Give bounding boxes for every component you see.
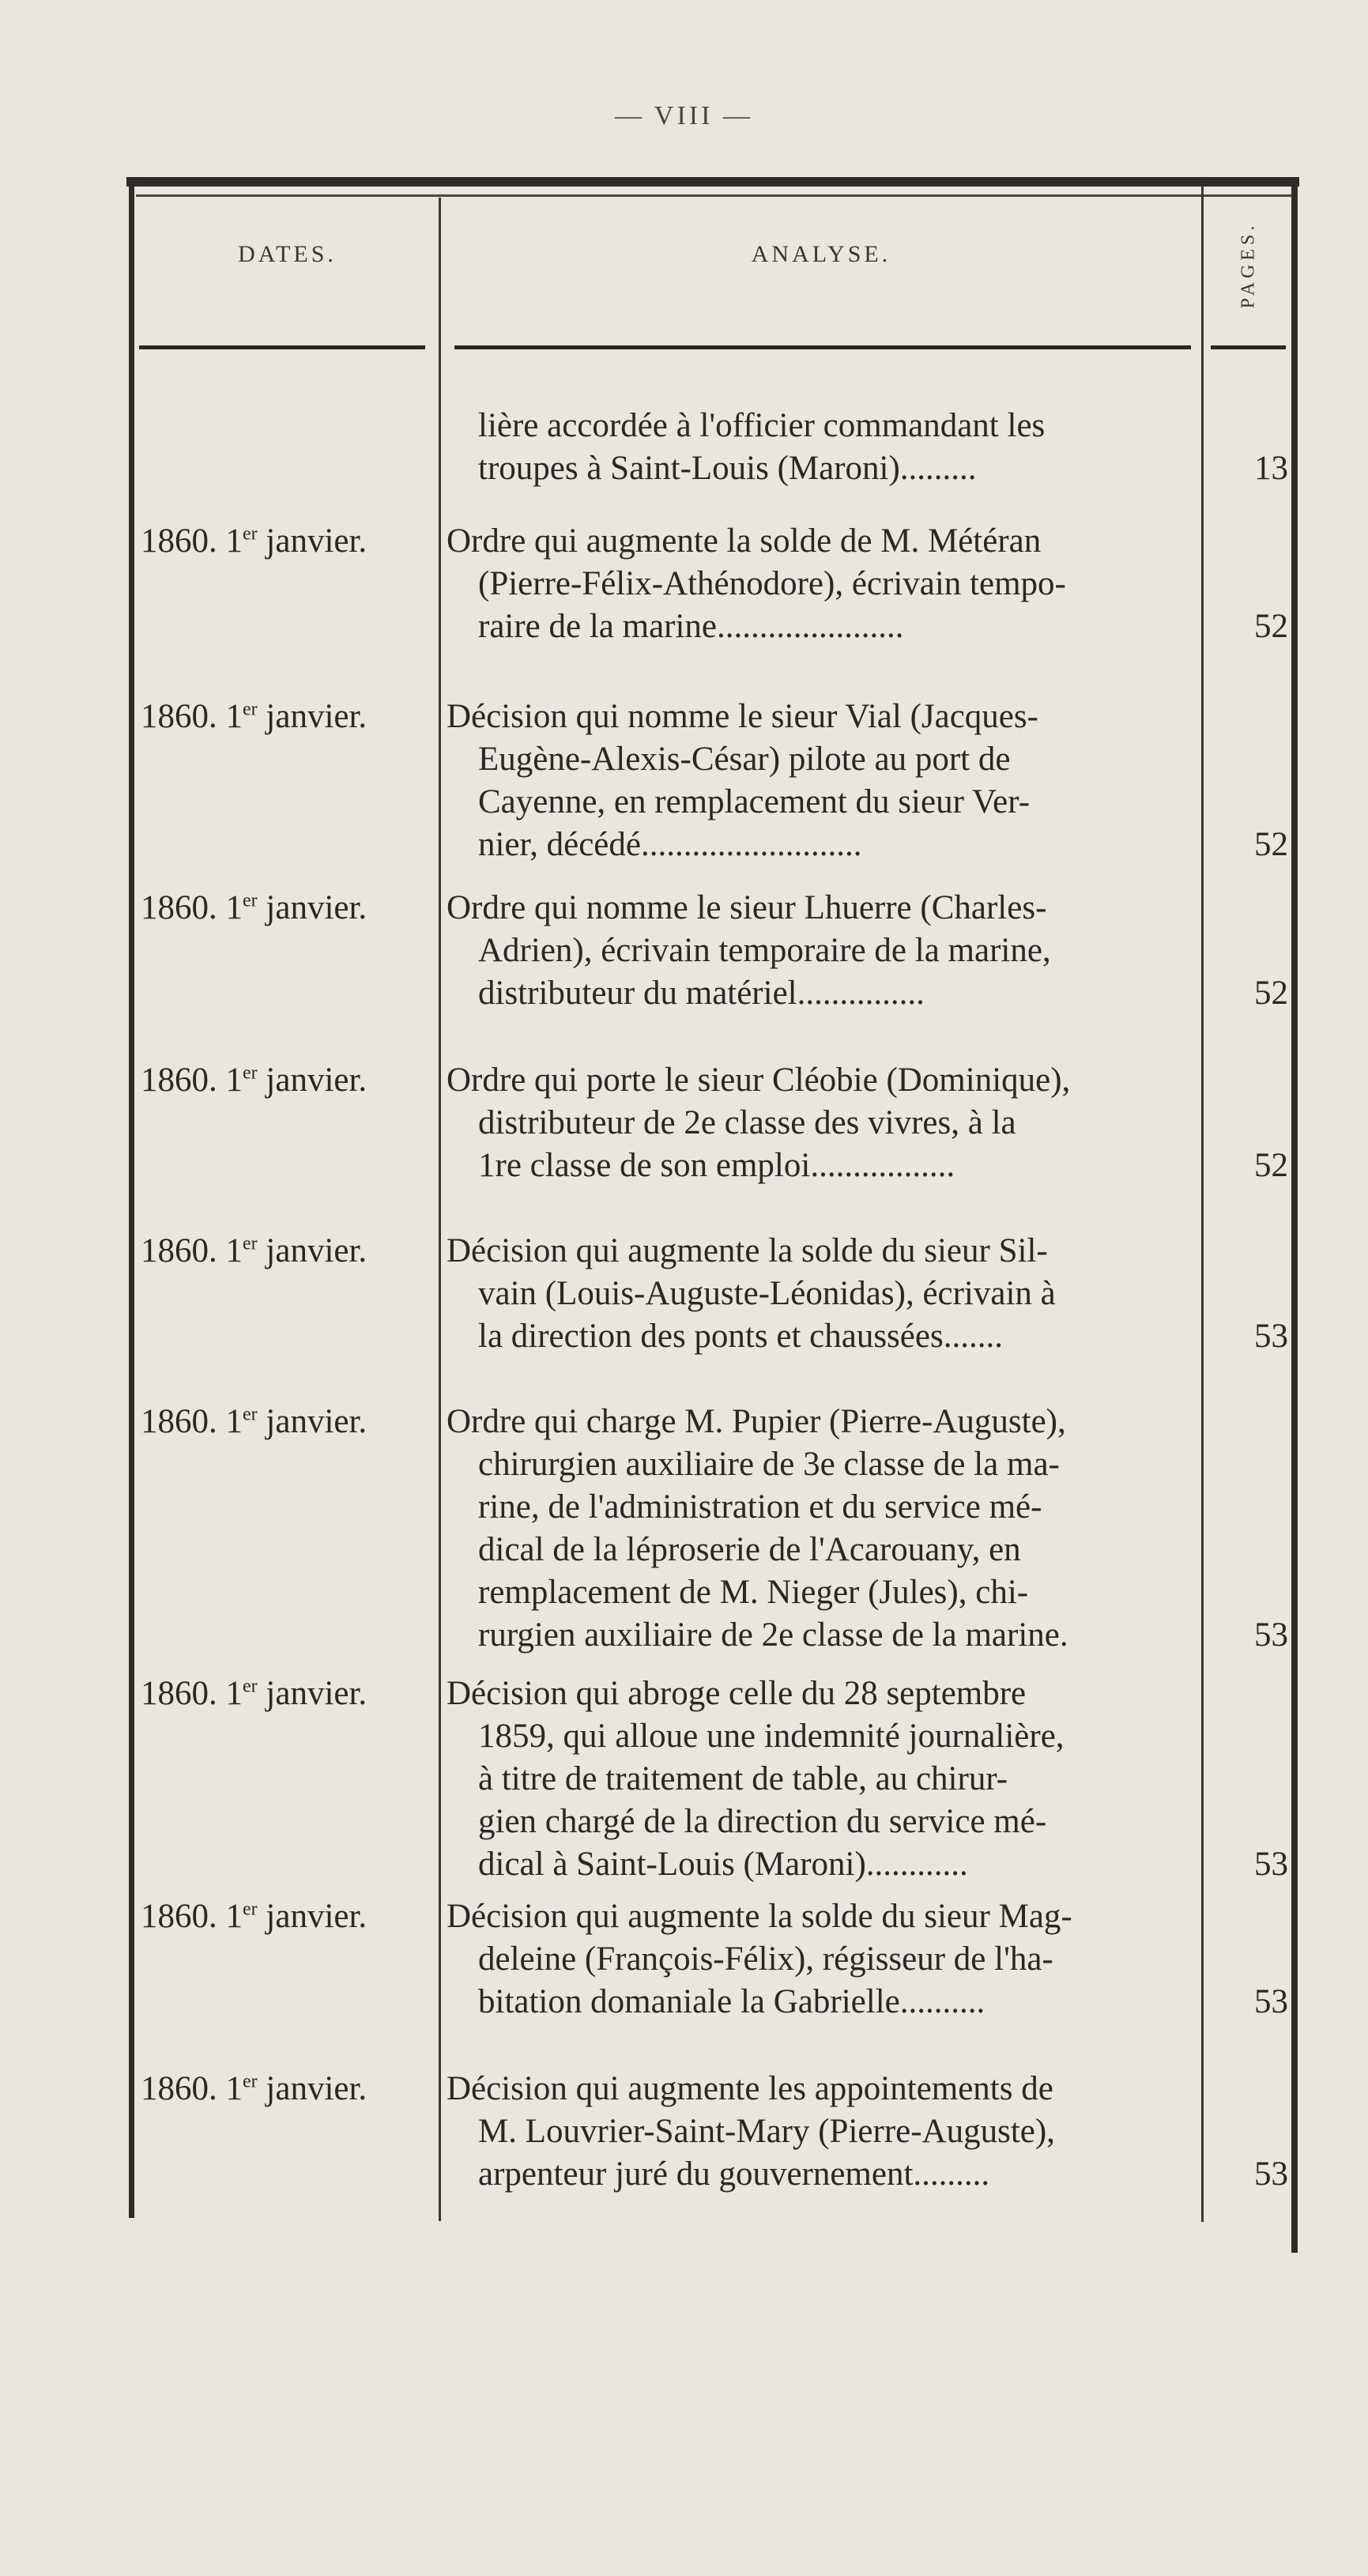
date-cell bbox=[141, 1230, 435, 1273]
analysis-line: Ordre qui porte le sieur Cléobie (Dominique), bbox=[447, 1062, 1071, 1099]
analysis-line: deleine (François-Félix), régisseur de l'ha- bbox=[478, 1940, 1053, 1978]
page-ref: 53 bbox=[1254, 1616, 1288, 1654]
date-day: 1 bbox=[225, 522, 243, 560]
analysis-cell bbox=[447, 1401, 1193, 1657]
date-cell bbox=[141, 1059, 435, 1102]
analysis-cell bbox=[447, 520, 1193, 648]
date-cell bbox=[141, 520, 435, 563]
date-day: 1 bbox=[225, 1232, 243, 1269]
analysis-line: à titre de traitement de table, au chirur- bbox=[478, 1760, 1008, 1797]
header-dates: DATES. bbox=[238, 241, 337, 267]
date-month: janvier. bbox=[266, 1898, 367, 1935]
date-month: janvier. bbox=[266, 1403, 367, 1440]
date-sup: er bbox=[243, 699, 258, 720]
table-right-border bbox=[1291, 187, 1298, 2253]
date-sup: er bbox=[243, 2071, 258, 2092]
analysis-line: Ordre qui augmente la solde de M. Météran bbox=[447, 522, 1042, 560]
table-top-rule-thin bbox=[136, 194, 1298, 197]
analysis-line: rine, de l'administration et du service mé- bbox=[478, 1488, 1042, 1526]
analysis-line: troupes à Saint-Louis (Maroni)......... bbox=[478, 450, 977, 487]
page-ref: 52 bbox=[1254, 608, 1288, 645]
analysis-line: 1re classe de son emploi................. bbox=[478, 1147, 955, 1184]
date-sup: er bbox=[243, 1899, 258, 1920]
analysis-line: Décision qui augmente la solde du sieur Sil- bbox=[447, 1232, 1048, 1269]
date-month: janvier. bbox=[266, 698, 367, 735]
date-year: 1860. bbox=[141, 1403, 217, 1440]
date-year: 1860. bbox=[141, 1232, 217, 1269]
analysis-line: 1859, qui alloue une indemnité journalière, bbox=[478, 1718, 1065, 1755]
date-sup: er bbox=[243, 1404, 258, 1425]
date-sup: er bbox=[243, 1233, 258, 1254]
analysis-line: lière accordée à l'officier commandant les bbox=[478, 407, 1046, 444]
table-top-rule bbox=[126, 177, 1299, 187]
analysis-line: raire de la marine...................... bbox=[478, 608, 904, 645]
analysis-line: Ordre qui nomme le sieur Lhuerre (Charles- bbox=[447, 889, 1047, 926]
date-year: 1860. bbox=[141, 698, 217, 735]
analysis-line: rurgien auxiliaire de 2e classe de la marine. bbox=[478, 1616, 1068, 1654]
date-cell bbox=[141, 1401, 435, 1443]
page-ref: 53 bbox=[1254, 1846, 1288, 1883]
analysis-line: M. Louvrier-Saint-Mary (Pierre-Auguste), bbox=[478, 2113, 1055, 2150]
page-ref: 13 bbox=[1254, 450, 1288, 487]
page-ref: 52 bbox=[1254, 975, 1288, 1012]
date-cell bbox=[141, 1895, 435, 1938]
date-sup: er bbox=[243, 1062, 258, 1084]
date-month: janvier. bbox=[266, 522, 367, 560]
date-year: 1860. bbox=[141, 889, 217, 926]
date-day: 1 bbox=[225, 1062, 243, 1099]
date-day: 1 bbox=[225, 698, 243, 735]
analysis-line: vain (Louis-Auguste-Léonidas), écrivain à bbox=[478, 1275, 1056, 1312]
analysis-cell bbox=[447, 2068, 1193, 2196]
date-cell bbox=[141, 2068, 435, 2110]
page-ref: 53 bbox=[1254, 1318, 1288, 1355]
date-year: 1860. bbox=[141, 1675, 217, 1712]
analysis-line: remplacement de M. Nieger (Jules), chi- bbox=[478, 1574, 1029, 1611]
analysis-line: distributeur du matériel............... bbox=[478, 975, 925, 1012]
date-month: janvier. bbox=[266, 1675, 367, 1712]
analysis-line: distributeur de 2e classe des vivres, à la bbox=[478, 1104, 1016, 1141]
date-month: janvier. bbox=[266, 1062, 367, 1099]
header-underline-pages bbox=[1211, 345, 1286, 349]
analysis-line: nier, décédé.......................... bbox=[478, 826, 862, 863]
analysis-line: Décision qui nomme le sieur Vial (Jacques- bbox=[447, 698, 1038, 735]
page-ref: 53 bbox=[1254, 1983, 1288, 2020]
date-sup: er bbox=[243, 523, 258, 545]
date-month: janvier. bbox=[266, 2070, 367, 2107]
analysis-line: gien chargé de la direction du service mé- bbox=[478, 1803, 1047, 1840]
date-cell bbox=[141, 696, 435, 738]
header-analysis: ANALYSE. bbox=[751, 241, 891, 267]
analysis-line: Décision qui abroge celle du 28 septembre bbox=[447, 1675, 1027, 1712]
analysis-line: Eugène-Alexis-César) pilote au port de bbox=[478, 741, 1011, 778]
analysis-line: bitation domaniale la Gabrielle.......... bbox=[478, 1983, 985, 2020]
analysis-line: Décision qui augmente les appointements de bbox=[447, 2070, 1053, 2107]
analysis-line: Décision qui augmente la solde du sieur Mag- bbox=[447, 1898, 1072, 1935]
date-day: 1 bbox=[225, 1675, 243, 1712]
analysis-cell bbox=[447, 696, 1193, 866]
analysis-line: Adrien), écrivain temporaire de la marine, bbox=[478, 932, 1051, 969]
analysis-cell bbox=[447, 405, 1193, 490]
date-month: janvier. bbox=[266, 889, 367, 926]
date-year: 1860. bbox=[141, 2070, 217, 2107]
header-pages-label: PAGES. bbox=[1238, 221, 1259, 308]
date-cell bbox=[141, 1673, 435, 1715]
date-day: 1 bbox=[225, 1403, 243, 1440]
analysis-cell bbox=[447, 1895, 1193, 2023]
header-pages bbox=[1205, 194, 1292, 336]
page-ref: 53 bbox=[1254, 2155, 1288, 2193]
date-year: 1860. bbox=[141, 522, 217, 560]
column-separator-dates bbox=[439, 198, 441, 2221]
page-ref: 52 bbox=[1254, 1147, 1288, 1184]
analysis-line: dical à Saint-Louis (Maroni)............ bbox=[478, 1846, 968, 1883]
date-month: janvier. bbox=[266, 1232, 367, 1269]
date-sup: er bbox=[243, 1676, 258, 1697]
date-day: 1 bbox=[225, 1898, 243, 1935]
analysis-cell bbox=[447, 1673, 1193, 1886]
analysis-line: dical de la léproserie de l'Acarouany, en bbox=[478, 1531, 1021, 1568]
analysis-cell bbox=[447, 1059, 1193, 1187]
analysis-line: (Pierre-Félix-Athénodore), écrivain tempo- bbox=[478, 565, 1066, 602]
page-number: — VIII — bbox=[615, 101, 753, 130]
date-day: 1 bbox=[225, 889, 243, 926]
analysis-line: chirurgien auxiliaire de 3e classe de la ma- bbox=[478, 1446, 1060, 1483]
page-ref: 52 bbox=[1254, 826, 1288, 863]
analysis-cell bbox=[447, 1230, 1193, 1358]
date-year: 1860. bbox=[141, 1062, 217, 1099]
date-sup: er bbox=[243, 890, 258, 911]
analysis-line: Cayenne, en remplacement du sieur Ver- bbox=[478, 783, 1031, 820]
analysis-line: Ordre qui charge M. Pupier (Pierre-Auguste), bbox=[447, 1403, 1066, 1440]
analysis-line: arpenteur juré du gouvernement......... bbox=[478, 2155, 990, 2193]
analysis-line: la direction des ponts et chaussées....... bbox=[478, 1318, 1003, 1355]
analysis-cell bbox=[447, 887, 1193, 1015]
date-year: 1860. bbox=[141, 1898, 217, 1935]
date-cell bbox=[141, 887, 435, 930]
column-separator-pages bbox=[1201, 187, 1204, 2222]
table-left-border bbox=[129, 187, 134, 2218]
header-underline-analysis bbox=[454, 345, 1191, 349]
date-day: 1 bbox=[225, 2070, 243, 2107]
header-underline-dates bbox=[139, 345, 425, 349]
